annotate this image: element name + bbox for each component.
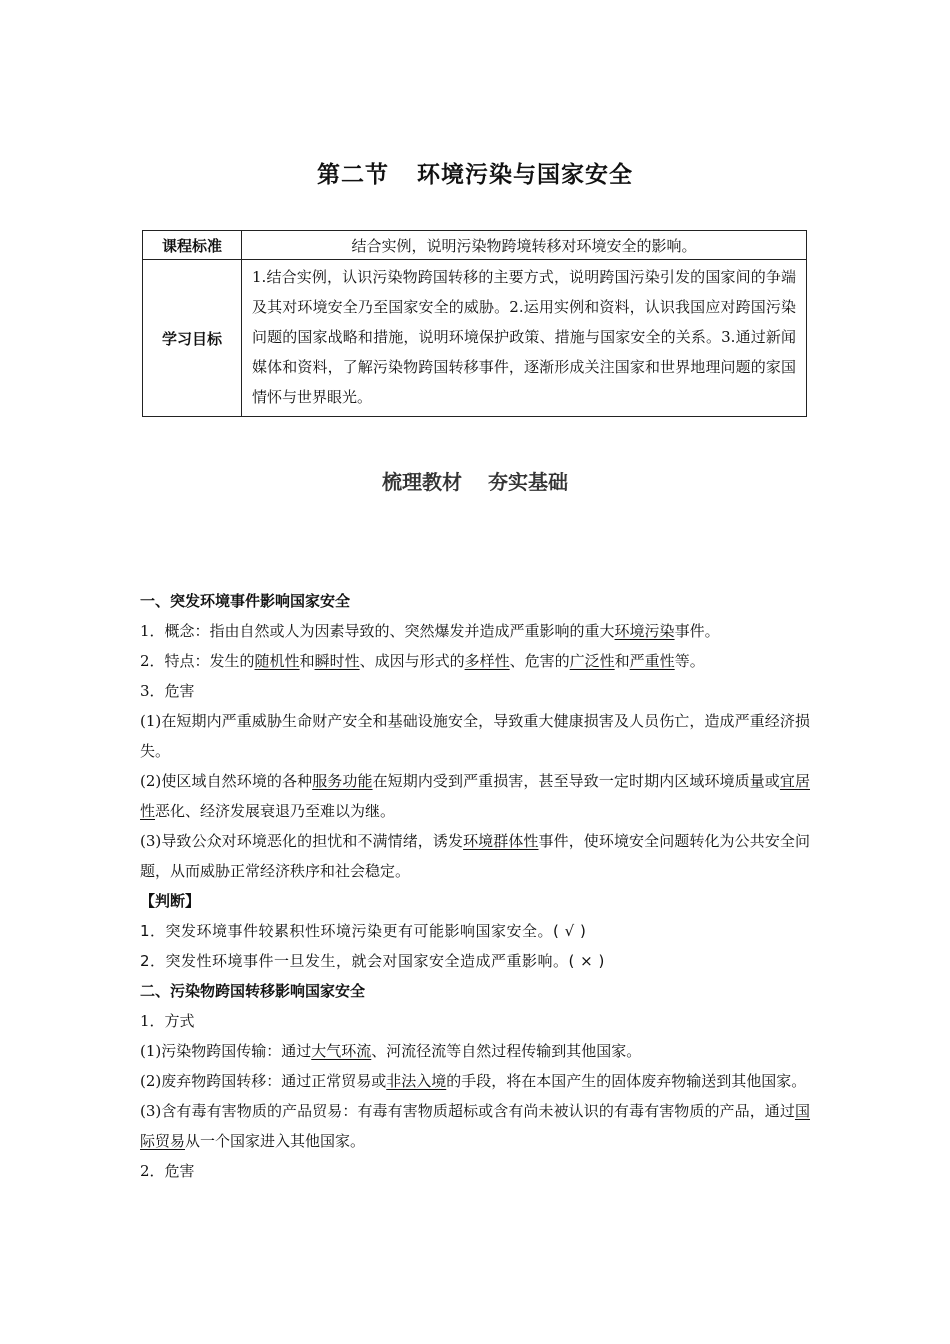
features-text: 、危害的 xyxy=(509,652,570,670)
judge-item-2: 2．突发性环境事件一旦发生，就会对国家安全造成严重影响。( × ) xyxy=(140,952,605,970)
way2-text: (2)废弃物跨国转移：通过正常贸易或 xyxy=(140,1072,387,1090)
harm3-text: 事件，使环境安全问题转化为公共安全问题，从而威胁正常经济秩序和社会稳定。 xyxy=(140,832,810,880)
way-heading: 1．方式 xyxy=(140,1012,195,1030)
features-text: 2．特点：发生的 xyxy=(140,652,255,670)
fill-answer: 严重性 xyxy=(629,652,675,670)
way3-text: (3)含有毒有害物质的产品贸易：有毒有害物质超标或含有尚未被认识的有毒有害物质的产品，通过 xyxy=(140,1102,795,1120)
harm-item-1: (1)在短期内严重威胁生命财产安全和基础设施安全，导致重大健康损害及人员伤亡，造成严重经济损失。 xyxy=(140,712,810,760)
title-text: 环境污染与国家安全 xyxy=(417,162,633,188)
concept-paragraph xyxy=(140,616,810,646)
judge-label: 【判断】 xyxy=(140,892,201,910)
way-item-1 xyxy=(140,1036,810,1066)
fill-answer: 瞬时性 xyxy=(314,652,360,670)
part1-heading: 一、突发环境事件影响国家安全 xyxy=(140,592,351,610)
part2-heading: 二、污染物跨国转移影响国家安全 xyxy=(140,982,366,1000)
features-text: 等。 xyxy=(674,652,705,670)
concept-end: 事件。 xyxy=(674,622,720,640)
section-title xyxy=(0,466,950,495)
way-item-2 xyxy=(140,1066,810,1096)
fill-answer: 随机性 xyxy=(254,652,300,670)
judge-item-1: 1．突发环境事件较累积性环境污染更有可能影响国家安全。( √ ) xyxy=(140,922,587,940)
features-text: 和 xyxy=(299,652,315,670)
fill-answer: 环境群体性 xyxy=(463,832,539,850)
way1-text: (1)污染物跨国传输：通过 xyxy=(140,1042,312,1060)
way3-text: 从一个国家进入其他国家。 xyxy=(185,1132,366,1150)
way2-text: 的手段，将在本国产生的固体废弃物输送到其他国家。 xyxy=(446,1072,807,1090)
harm2-text: 恶化、经济发展衰退乃至难以为继。 xyxy=(155,802,396,820)
fill-answer: 多样性 xyxy=(464,652,510,670)
section-title-right: 夯实基础 xyxy=(488,470,568,494)
content-body xyxy=(140,586,810,1186)
fill-answer: 国际贸易 xyxy=(140,1102,810,1150)
part2-harm-heading: 2．危害 xyxy=(140,1162,195,1180)
fill-answer: 广泛性 xyxy=(569,652,615,670)
way1-text: 、河流径流等自然过程传输到其他国家。 xyxy=(371,1042,642,1060)
harm2-text: (2)使区域自然环境的各种 xyxy=(140,772,313,790)
fill-answer: 非法入境 xyxy=(386,1072,447,1090)
way-item-3 xyxy=(140,1096,810,1156)
fill-answer: 大气环流 xyxy=(311,1042,372,1060)
fill-answer: 服务功能 xyxy=(312,772,373,790)
course-standard-text: 结合实例，说明污染物跨境转移对环境安全的影响。 xyxy=(242,231,807,260)
learning-goal-text: 1.结合实例，认识污染物跨国转移的主要方式，说明跨国污染引发的国家间的争端及其对环境安全乃至国家安全的威胁。2.运用实例和资料，认识我国应对跨国污染问题的国家战略和措施，说明环境保护政策、措施与国家安全的关系。3.通过新闻媒体和资料，了解污染物跨国转移事件，逐渐形成关注国家和世界地理问题的家国情怀与世界眼光。 xyxy=(242,260,807,417)
harm-item-2 xyxy=(140,766,810,826)
section-title-left: 梳理教材 xyxy=(382,470,462,494)
fill-answer: 环境污染 xyxy=(614,622,675,640)
features-paragraph xyxy=(140,646,810,676)
page-title xyxy=(0,156,950,189)
fill-answer: 宜居性 xyxy=(140,772,810,820)
features-text: 、成因与形式的 xyxy=(359,652,465,670)
curriculum-table xyxy=(142,230,807,417)
concept-text: 1．概念：指由自然或人为因素导致的、突然爆发并造成严重影响的重大 xyxy=(140,622,615,640)
harm-item-3 xyxy=(140,826,810,886)
features-text: 和 xyxy=(614,652,630,670)
learning-goal-label: 学习目标 xyxy=(143,260,242,417)
learning-goal-row xyxy=(143,260,807,417)
harm3-text: (3)导致公众对环境恶化的担忧和不满情绪，诱发 xyxy=(140,832,464,850)
harm2-text: 在短期内受到严重损害，甚至导致一定时期内区域环境质量或 xyxy=(372,772,780,790)
course-standard-label: 课程标准 xyxy=(143,231,242,260)
course-standard-row xyxy=(143,231,807,260)
title-section-number: 第二节 xyxy=(317,162,389,188)
harm-heading: 3．危害 xyxy=(140,682,195,700)
